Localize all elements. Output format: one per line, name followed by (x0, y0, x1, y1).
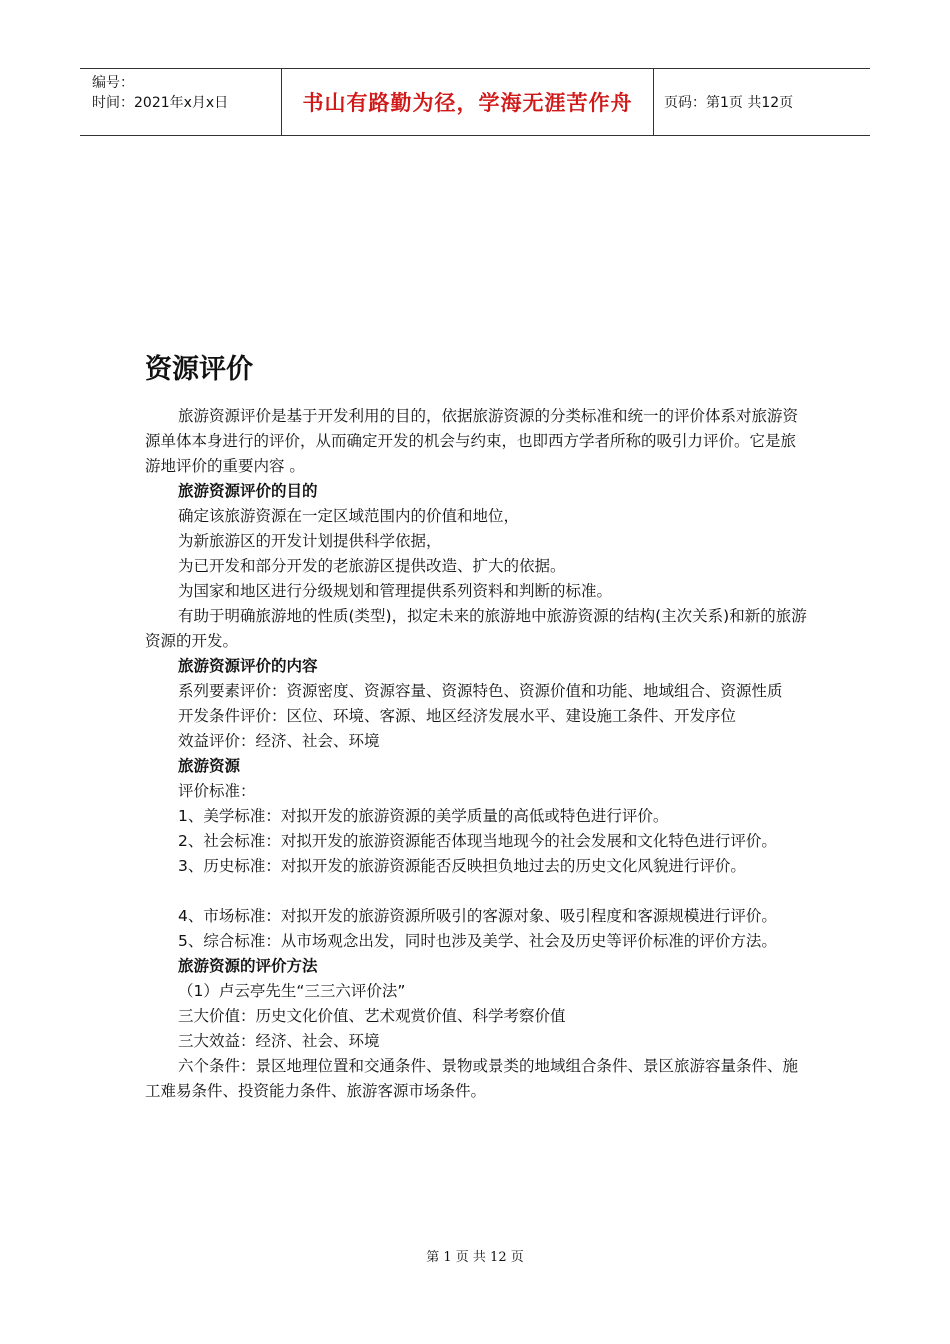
page-info-text: 页码：第1页 共12页 (664, 95, 794, 111)
paragraph: 5、综合标准：从市场观念出发，同时也涉及美学、社会及历史等评价标准的评价方法。 (178, 932, 777, 950)
paragraph: 为已开发和部分开发的老旅游区提供改造、扩大的依据。 (178, 557, 566, 575)
paragraph: 1、美学标准：对拟开发的旅游资源的美学质量的高低或特色进行评价。 (178, 807, 669, 825)
paragraph-list (145, 404, 810, 1104)
document-title: 资源评价 (145, 354, 253, 385)
section-heading: 旅游资源评价的目的 (178, 482, 318, 500)
document-body (145, 350, 810, 1104)
section-heading: 旅游资源的评价方法 (178, 957, 318, 975)
paragraph: 六个条件：景区地理位置和交通条件、景物或景类的地域组合条件、景区旅游容量条件、施工难易条件、投资能力条件、旅游客源市场条件。 (145, 1057, 799, 1100)
paragraph: 旅游资源评价是基于开发利用的目的，依据旅游资源的分类标准和统一的评价体系对旅游资源单体本身进行的评价，从而确定开发的机会与约束，也即西方学者所称的吸引力评价。它是旅游地评价的重要内容 。 (145, 407, 799, 475)
footer-page-number: 第 1 页 共 12 页 (426, 1250, 524, 1265)
header-motto-cell (282, 69, 654, 135)
paragraph: 4、市场标准：对拟开发的旅游资源所吸引的客源对象、吸引程度和客源规模进行评价。 (178, 907, 777, 925)
paragraph: 3、历史标准：对拟开发的旅游资源能否反映担负地过去的历史文化风貌进行评价。 (178, 857, 746, 875)
section-heading: 旅游资源评价的内容 (178, 657, 318, 675)
paragraph: 有助于明确旅游地的性质(类型)，拟定未来的旅游地中旅游资源的结构(主次关系)和新的旅游资源的开发。 (145, 607, 807, 650)
blank-line (145, 879, 810, 904)
paragraph: 确定该旅游资源在一定区域范围内的价值和地位， (178, 507, 520, 525)
paragraph: 三大效益：经济、社会、环境 (178, 1032, 380, 1050)
header-page-info (654, 69, 870, 135)
section-heading: 旅游资源 (178, 757, 241, 775)
document-header (80, 68, 870, 136)
paragraph: 系列要素评价：资源密度、资源容量、资源特色、资源价值和功能、地域组合、资源性质 (178, 682, 783, 700)
header-meta (80, 69, 282, 135)
paragraph: 为新旅游区的开发计划提供科学依据， (178, 532, 442, 550)
paragraph: 效益评价：经济、社会、环境 (178, 732, 380, 750)
motto-text: 书山有路勤为径，学海无涯苦作舟 (302, 91, 633, 115)
number-label: 编号： (92, 75, 134, 91)
paragraph: 三大价值：历史文化价值、艺术观赏价值、科学考察价值 (178, 1007, 566, 1025)
paragraph: 开发条件评价：区位、环境、客源、地区经济发展水平、建设施工条件、开发序位 (178, 707, 737, 725)
paragraph: （1）卢云亭先生“三三六评价法” (178, 982, 406, 1000)
paragraph: 评价标准： (178, 782, 256, 800)
time-label: 时间：2021年x月x日 (92, 95, 229, 111)
page-footer (0, 1246, 950, 1265)
paragraph: 2、社会标准：对拟开发的旅游资源能否体现当地现今的社会发展和文化特色进行评价。 (178, 832, 777, 850)
paragraph: 为国家和地区进行分级规划和管理提供系列资料和判断的标准。 (178, 582, 613, 600)
